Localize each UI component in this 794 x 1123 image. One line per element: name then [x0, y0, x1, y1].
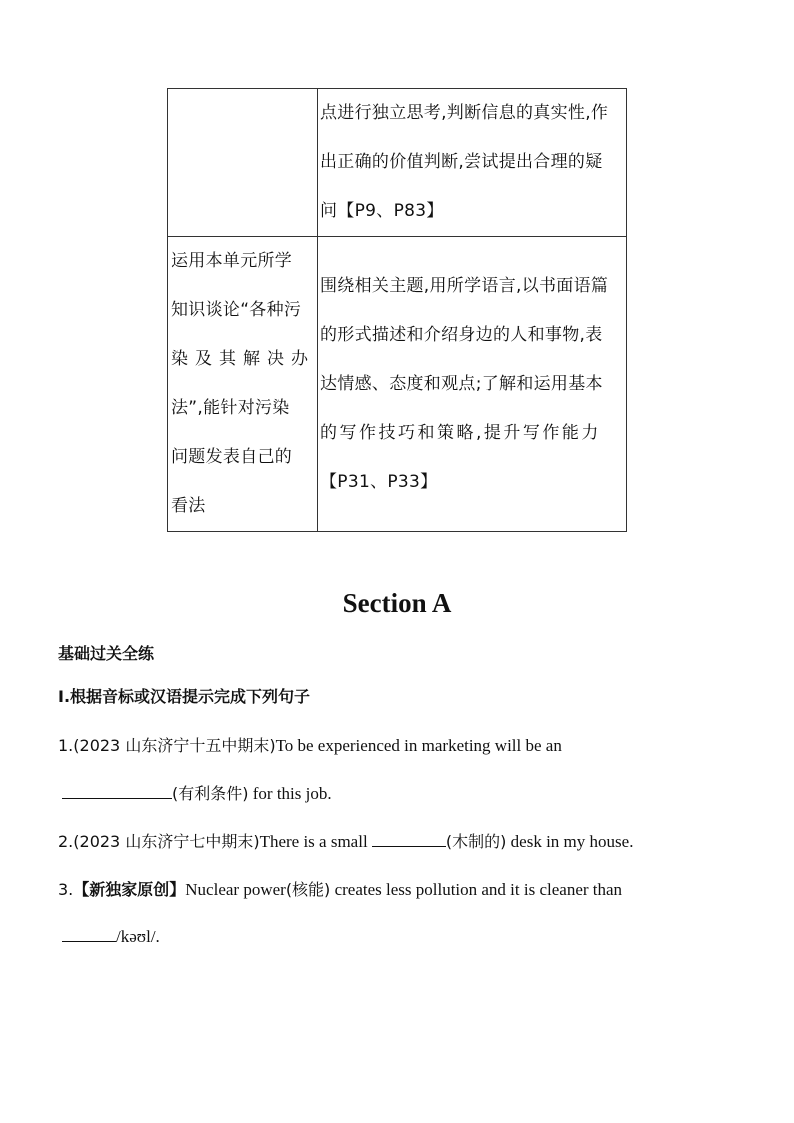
answer-blank[interactable]	[372, 830, 446, 847]
subheading: 基础过关全练	[58, 644, 155, 663]
cell-line: 问【P9、P83】	[320, 201, 444, 221]
table-cell-empty	[168, 89, 318, 237]
question-1	[58, 733, 562, 756]
question-3	[58, 877, 622, 900]
cell-line: 点进行独立思考,判断信息的真实性,作	[320, 103, 609, 123]
table-cell-objective	[318, 89, 627, 237]
cell-line: 染及其解决办	[171, 349, 315, 369]
table-row	[168, 89, 627, 237]
question-text: desk in my house.	[506, 832, 634, 851]
cell-line: 运用本单元所学	[171, 251, 293, 271]
question-tag: 【新独家原创】	[73, 880, 186, 899]
cell-line: 达情感、态度和观点;了解和运用基本	[320, 373, 603, 394]
question-text: Nuclear power	[185, 880, 286, 899]
hint-text: (木制的)	[445, 832, 507, 851]
hint-text: (有利条件)	[172, 784, 249, 803]
cell-line: 法”,能针对污染	[171, 398, 290, 418]
part-heading: Ⅰ.根据音标或汉语提示完成下列句子	[58, 687, 311, 706]
table-row	[168, 237, 627, 532]
question-prefix: 3.	[58, 880, 74, 899]
cell-line: 围绕相关主题,用所学语言,以书面语篇	[320, 275, 609, 296]
cell-line: 知识谈论“各种污	[171, 300, 302, 320]
phonetic-hint: /kəʊl/.	[116, 927, 160, 946]
question-text: There is a small	[259, 832, 372, 851]
question-prefix: 1.(2023 山东济宁十五中期末)	[58, 736, 276, 755]
question-1-continued	[62, 781, 332, 804]
answer-blank[interactable]	[62, 925, 116, 942]
section-title: Section A	[342, 588, 452, 618]
cell-line: 【P31、P33】	[320, 471, 438, 492]
question-3-continued	[62, 925, 160, 947]
question-prefix: 2.(2023 山东济宁七中期末)	[58, 832, 260, 851]
cell-line: 出正确的价值判断,尝试提出合理的疑	[320, 152, 603, 172]
question-text: To be experienced in marketing will be an	[275, 736, 562, 755]
cell-line: 的写作技巧和策略,提升写作能力	[320, 422, 601, 443]
cell-line: 问题发表自己的	[171, 447, 293, 467]
table-cell-task	[168, 237, 318, 532]
cell-line: 的形式描述和介绍身边的人和事物,表	[320, 324, 603, 345]
question-text: creates less pollution and it is cleaner than	[330, 880, 623, 899]
cell-line: 看法	[171, 496, 206, 516]
question-2	[58, 829, 633, 852]
question-text: for this job.	[248, 784, 332, 803]
table-cell-objective	[318, 237, 627, 532]
answer-blank[interactable]	[62, 782, 172, 799]
objectives-table	[167, 88, 627, 532]
hint-text: (核能)	[285, 880, 331, 899]
